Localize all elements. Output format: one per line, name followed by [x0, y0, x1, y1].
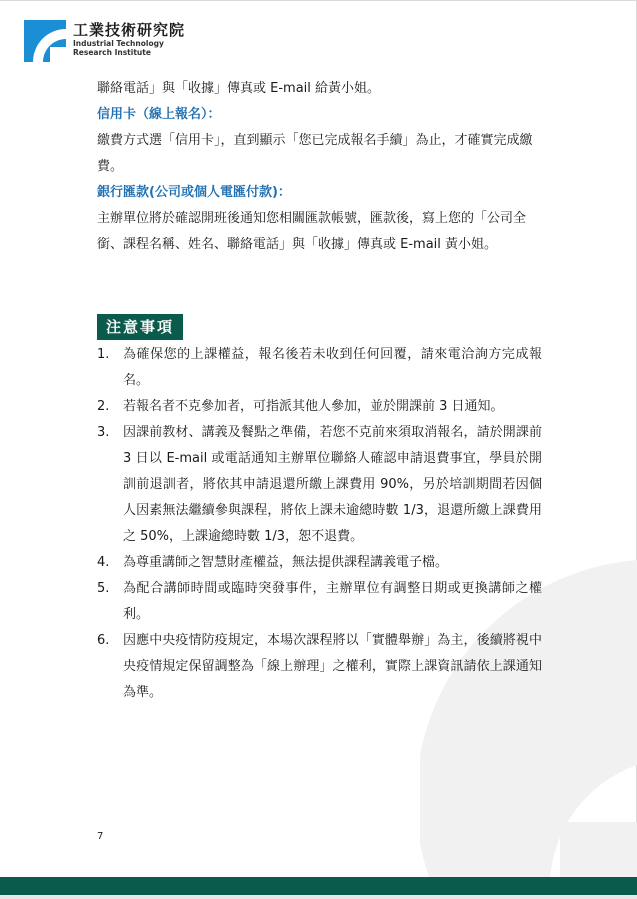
bank-transfer-text: 主辦單位將於確認開班後通知您相關匯款帳號，匯款後，寫上您的「公司全銜、課程名稱、姓名、聯絡電話」與「收據」傳真或 E-mail 黃小姐。: [97, 211, 527, 252]
notice-title: 注意事項: [97, 314, 183, 340]
list-item-number: 3.: [97, 425, 110, 440]
logo-title: 工業技術研究院: [73, 21, 186, 39]
footer-line: [0, 895, 637, 899]
page-border-top: [0, 0, 637, 1]
list-item: [97, 576, 542, 628]
list-item-text: 為配合講師時間或臨時突發事件，主辦單位有調整日期或更換講師之權利。: [123, 581, 542, 622]
payment-section: [97, 76, 542, 258]
list-item-number: 2.: [97, 399, 110, 414]
itri-logo-icon: [24, 20, 66, 62]
list-item-number: 4.: [97, 555, 110, 570]
credit-card-text: 繳費方式選「信用卡」，直到顯示「您已完成報名手續」為止，才確實完成繳費。: [97, 133, 533, 174]
bank-transfer-heading: 銀行匯款(公司或個人電匯付款)：: [97, 185, 291, 200]
logo-text: [73, 21, 185, 57]
list-item: [97, 394, 542, 420]
footer-bar: [0, 877, 637, 895]
list-item-number: 6.: [97, 633, 110, 648]
credit-card-heading: 信用卡（線上報名）：: [97, 107, 221, 122]
page-number: 7: [97, 831, 104, 842]
logo-subtitle-line2: Research Institute: [73, 48, 151, 57]
list-item-number: 5.: [97, 581, 110, 596]
itri-logo: [24, 20, 185, 62]
logo-subtitle-line1: Industrial Technology: [73, 39, 164, 48]
notice-list: [97, 342, 542, 706]
list-item-text: 為尊重講師之智慧財產權益，無法提供課程講義電子檔。: [123, 555, 449, 570]
list-item-text: 為確保您的上課權益，報名後若未收到任何回覆，請來電洽詢方完成報名。: [123, 347, 542, 388]
list-item: [97, 342, 542, 394]
payment-intro-line: 聯絡電話」與「收據」傳真或 E-mail 給黃小姐。: [97, 81, 381, 96]
list-item: [97, 550, 542, 576]
list-item-text: 因應中央疫情防疫規定，本場次課程將以「實體舉辦」為主，後續將視中央疫情規定保留調整為「線上辦理」之權利，實際上課資訊請依上課通知為準。: [123, 633, 542, 700]
list-item: [97, 420, 542, 550]
list-item: [97, 628, 542, 706]
list-item-text: 若報名者不克參加者，可指派其他人參加，並於開課前 3 日通知。: [123, 399, 504, 414]
list-item-text: 因課前教材、講義及餐點之準備，若您不克前來須取消報名，請於開課前 3 日以 E-mail 或電話通知主辦單位聯絡人確認申請退費事宜，學員於開訓前退訓者，將依其申請退還所繳上課費用 90%，另於培訓期間若因個人因素無法繼續參與課程，將依上課未逾總時數 1/3，退還所繳上課費用之 50%，上課逾總時數 1/3，恕不退費。: [123, 425, 542, 544]
list-item-number: 1.: [97, 347, 110, 362]
